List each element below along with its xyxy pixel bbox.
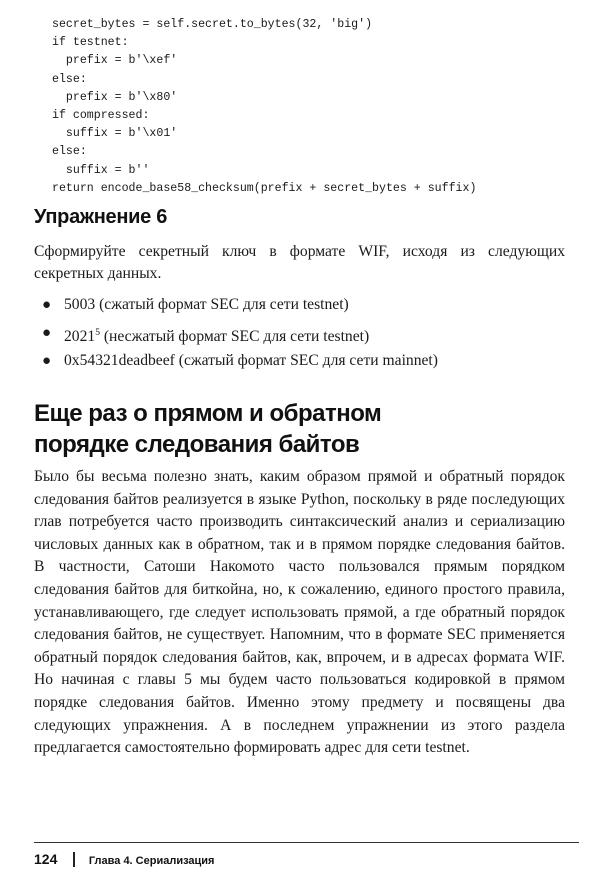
code-line: else: xyxy=(52,145,87,159)
exercise-list xyxy=(34,295,565,379)
code-line: if compressed: xyxy=(52,108,150,122)
list-item-text xyxy=(64,323,369,347)
exponent: 5 xyxy=(95,328,100,338)
code-line: prefix = b'\x80' xyxy=(52,90,178,104)
section-heading-line: порядке следования байтов xyxy=(34,431,360,458)
code-line: else: xyxy=(52,72,87,86)
page-number: 124 xyxy=(34,851,58,867)
footer-separator xyxy=(73,852,75,867)
exercise-intro: Сформируйте секретный ключ в формате WIF, исходя из следующих секретных данных. xyxy=(34,243,565,282)
code-line: secret_bytes = self.secret.to_bytes(32, 'big') xyxy=(52,18,373,31)
footer-divider xyxy=(34,842,579,843)
bullet-icon: ● xyxy=(42,353,52,369)
exercise-heading: Упражнение 6 xyxy=(34,206,168,228)
number-base: 2021 xyxy=(64,328,96,345)
code-line: suffix = b'' xyxy=(52,163,150,177)
list-item-rest: (несжатый формат SEC для сети testnet) xyxy=(99,328,370,345)
bullet-icon: ● xyxy=(42,297,52,313)
code-line: prefix = b'\xef' xyxy=(52,54,178,68)
page-footer xyxy=(34,850,214,868)
section-heading xyxy=(34,398,381,460)
bullet-icon: ● xyxy=(42,325,52,341)
code-block xyxy=(52,16,476,198)
chapter-title: Глава 4. Сериализация xyxy=(88,855,215,867)
code-line: return encode_base58_checksum(prefix + secret_bytes + suffix) xyxy=(52,181,477,195)
section-heading-line: Еще раз о прямом и обратном xyxy=(34,400,382,427)
list-item-text: 5003 (сжатый формат SEC для сети testnet) xyxy=(64,296,349,313)
code-line: if testnet: xyxy=(52,36,129,50)
list-item xyxy=(34,323,565,351)
list-item xyxy=(34,351,565,379)
list-item xyxy=(34,295,565,323)
list-item-text: 0x54321deadbeef (сжатый формат SEC для сети mainnet) xyxy=(64,352,438,369)
code-line: suffix = b'\x01' xyxy=(52,127,178,141)
section-body: Было бы весьма полезно знать, каким образом прямой и обратный порядок следования байтов реализуется в языке Python, поскольку в ряде последующих глав потребуется часто производить синтаксический анализ и сериализацию числовых данных как в обратном, так и в прямом порядке следования байтов. В частности, Сатоши Накомото часто пользовался прямым порядком следования байтов для биткойна, но, к сожалению, единого простого правила, устанавливающего, где следует использовать прямой, а где обратный порядок следования байтов, не существует. Напомним, что в формате SEC применяется обратный порядок следования байтов, как, впрочем, и в адресах формата WIF. Но начиная с главы 5 мы будем часто пользоваться кодировкой в прямом порядке следования байтов. Именно этому предмету и посвящены два следующих упражнения. А в последнем упражнении из этого раздела предлагается самостоятельно формировать адрес для сети testnet. xyxy=(34,468,565,757)
